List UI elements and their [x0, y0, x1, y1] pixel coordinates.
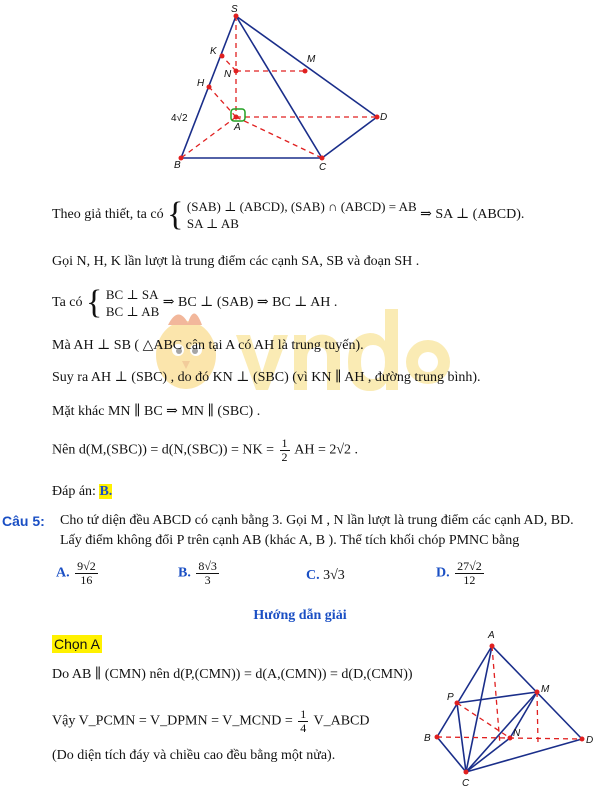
- label-P: P: [447, 692, 454, 703]
- system-row: SA ⊥ AB: [186, 216, 239, 231]
- option-letter: B.: [178, 565, 191, 581]
- label-S: S: [231, 4, 238, 15]
- edge-length-label: 4√2: [171, 113, 188, 124]
- solution1-line2: Gọi N, H, K lần lượt là trung điểm các cạnh SA, SB và đoạn SH .: [52, 254, 420, 269]
- text-segment: ⇒ SA ⊥ (ABCD).: [420, 207, 525, 223]
- label-B: B: [174, 160, 181, 171]
- fraction-denominator: 4: [300, 721, 307, 735]
- label-A: A: [488, 630, 495, 641]
- tetrahedron-figure: [420, 622, 600, 792]
- fraction-denominator: 2: [281, 450, 288, 464]
- fraction: [196, 560, 219, 587]
- fraction-numerator: 8√3: [198, 559, 217, 573]
- question-line2: Lấy điểm không đổi P trên cạnh AB (khác A, B ). Thể tích khối chóp PMNC bằng: [60, 533, 520, 548]
- brace-symbol: {: [86, 284, 103, 321]
- label-M: M: [541, 684, 550, 695]
- fraction-numerator: 9√2: [77, 559, 96, 573]
- text-segment: ⇒ BC ⊥ (SAB) ⇒ BC ⊥ AH .: [162, 295, 338, 311]
- label-C: C: [462, 778, 470, 789]
- text-segment: Theo giả thiết, ta có: [52, 207, 164, 223]
- label-C: C: [319, 162, 327, 173]
- fraction-numerator: 1: [300, 707, 307, 721]
- brace-symbol: {: [167, 196, 184, 233]
- label-B: B: [424, 733, 431, 744]
- fraction-numerator: 1: [281, 436, 288, 450]
- pyramid-figure: [165, 0, 395, 175]
- fraction: [455, 560, 484, 587]
- answer-line: [52, 484, 112, 500]
- label-M: M: [307, 54, 316, 65]
- option-d[interactable]: [436, 560, 486, 587]
- equation-system: [187, 198, 417, 232]
- label-H: H: [197, 78, 205, 89]
- equation-system: [106, 286, 159, 320]
- fraction: [298, 708, 308, 735]
- solution1-line7: [52, 437, 358, 464]
- option-value: 3√3: [323, 568, 345, 583]
- fraction: [75, 560, 98, 587]
- solution2-line2: [52, 708, 370, 735]
- fraction-denominator: 3: [204, 573, 211, 587]
- system-row: (SAB) ⊥ (ABCD), (SAB) ∩ (ABCD) = AB: [186, 199, 417, 214]
- fraction-denominator: 12: [463, 573, 476, 587]
- text-segment: Nên d(M,(SBC)) = d(N,(SBC)) = NK =: [52, 442, 275, 458]
- option-letter: A.: [56, 565, 70, 581]
- system-row: BC ⊥ AB: [105, 304, 160, 319]
- label-N: N: [224, 69, 232, 80]
- solution2-line3: (Do diện tích đáy và chiều cao đều bằng một nửa).: [52, 748, 336, 763]
- label-A: A: [234, 122, 241, 133]
- solution1-line1: [52, 198, 524, 232]
- fraction: [280, 437, 290, 464]
- text-segment: Vậy V_PCMN = V_DPMN = V_MCND =: [52, 713, 293, 729]
- solution1-line4: Mà AH ⊥ SB ( △ABC cân tại A có AH là trung tuyến).: [52, 338, 364, 353]
- option-letter: D.: [436, 565, 450, 581]
- answer-label: Đáp án:: [52, 484, 96, 499]
- question-line1: Cho tứ diện đều ABCD có cạnh bằng 3. Gọi M , N lần lượt là trung điểm các cạnh AD, BD.: [60, 513, 574, 528]
- fraction-denominator: 16: [80, 573, 93, 587]
- solution1-line5: Suy ra AH ⊥ (SBC) , do đó KN ⊥ (SBC) (vì KN ∥ AH , đường trung bình).: [52, 370, 481, 385]
- answer-value: B.: [99, 484, 113, 499]
- text-segment: V_ABCD: [313, 713, 370, 729]
- text-segment: Ta có: [52, 295, 83, 311]
- label-K: K: [210, 46, 217, 57]
- option-c[interactable]: [306, 568, 345, 584]
- option-letter: C.: [306, 568, 320, 583]
- label-D: D: [380, 112, 388, 123]
- choice-badge: Chọn A: [54, 636, 100, 652]
- system-row: BC ⊥ SA: [105, 287, 159, 302]
- fraction-numerator: 27√2: [457, 559, 482, 573]
- question-label: Câu 5:: [2, 513, 45, 529]
- option-a[interactable]: [56, 560, 100, 587]
- solution1-line3: [52, 286, 337, 320]
- solution2-line1: Do AB ∥ (CMN) nên d(P,(CMN)) = d(A,(CMN)) = d(D,(CMN)): [52, 667, 413, 682]
- label-D: D: [586, 735, 594, 746]
- solution1-line6: Mặt khác MN ∥ BC ⇒ MN ∥ (SBC) .: [52, 404, 261, 419]
- text-segment: AH = 2√2 .: [294, 442, 359, 458]
- option-b[interactable]: [178, 560, 221, 587]
- label-N: N: [513, 728, 521, 739]
- solution-heading: Hướng dẫn giải: [253, 608, 347, 623]
